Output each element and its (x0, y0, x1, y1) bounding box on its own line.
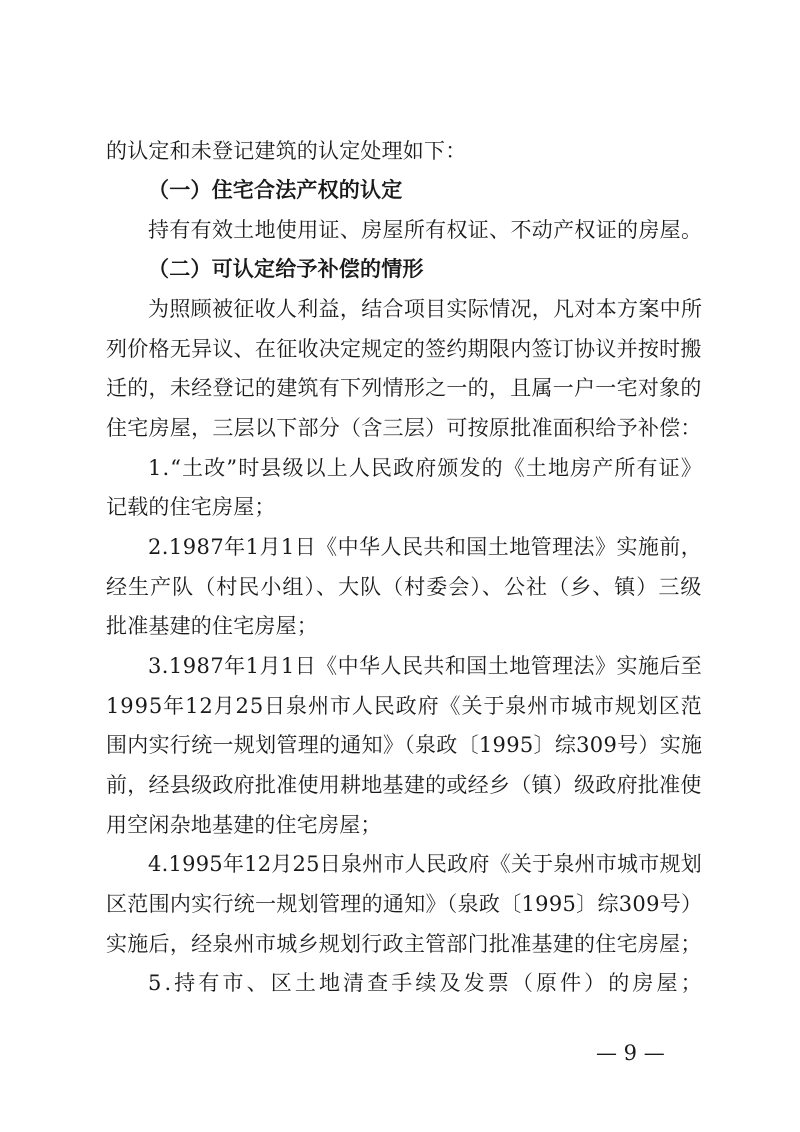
text-line-18: 用空闲杂地基建的住宅房屋； (106, 813, 382, 837)
text-line-7: 迁的，未经登记的建筑有下列情形之一的，且属一户一宅对象的 (106, 376, 702, 400)
text-line-9: 1.“土改”时县级以上人民政府颁发的《土地房产所有证》 (148, 456, 703, 480)
page-number: — 9 — (596, 1041, 665, 1065)
text-line-13: 批准基建的住宅房屋； (106, 614, 318, 638)
text-line-22: 5.持有市、区土地清查手续及发票（原件）的房屋； (148, 971, 705, 995)
section-heading-1: （一）住宅合法产权的认定 (148, 177, 403, 202)
document-page (106, 0, 705, 1132)
text-line-8: 住宅房屋，三层以下部分（含三层）可按原批准面积给予补偿： (106, 416, 702, 440)
text-line-16: 围内实行统一规划管理的通知》（泉政〔1995〕综309号）实施 (106, 733, 703, 757)
section-heading-2: （二）可认定给予补偿的情形 (148, 256, 424, 281)
text-line-1: 的认定和未登记建筑的认定处理如下： (106, 139, 467, 163)
text-line-19: 4.1995年12月25日泉州市人民政府《关于泉州市城市规划 (148, 852, 702, 876)
text-line-5: 为照顾被征收人利益，结合项目实际情况，凡对本方案中所 (148, 297, 703, 321)
text-line-10: 记载的住宅房屋； (106, 495, 276, 519)
text-line-14: 3.1987年1月1日《中华人民共和国土地管理法》实施后至 (148, 654, 703, 678)
text-line-15: 1995年12月25日泉州市人民政府《关于泉州市城市规划区范 (106, 694, 703, 718)
text-line-6: 列价格无异议、在征收决定规定的签约期限内签订协议并按时搬 (106, 337, 702, 361)
text-line-17: 前，经县级政府批准使用耕地基建的或经乡（镇）级政府批准使 (106, 773, 702, 797)
text-line-20: 区范围内实行统一规划管理的通知》（泉政〔1995〕综309号） (106, 892, 703, 916)
text-line-11: 2.1987年1月1日《中华人民共和国土地管理法》实施前， (148, 535, 703, 559)
text-line-21: 实施后，经泉州市城乡规划行政主管部门批准基建的住宅房屋； (106, 932, 702, 956)
text-line-12: 经生产队（村民小组）、大队（村委会）、公社（乡、镇）三级 (106, 575, 703, 599)
text-line-3: 持有有效土地使用证、房屋所有权证、不动产权证的房屋。 (148, 218, 703, 242)
